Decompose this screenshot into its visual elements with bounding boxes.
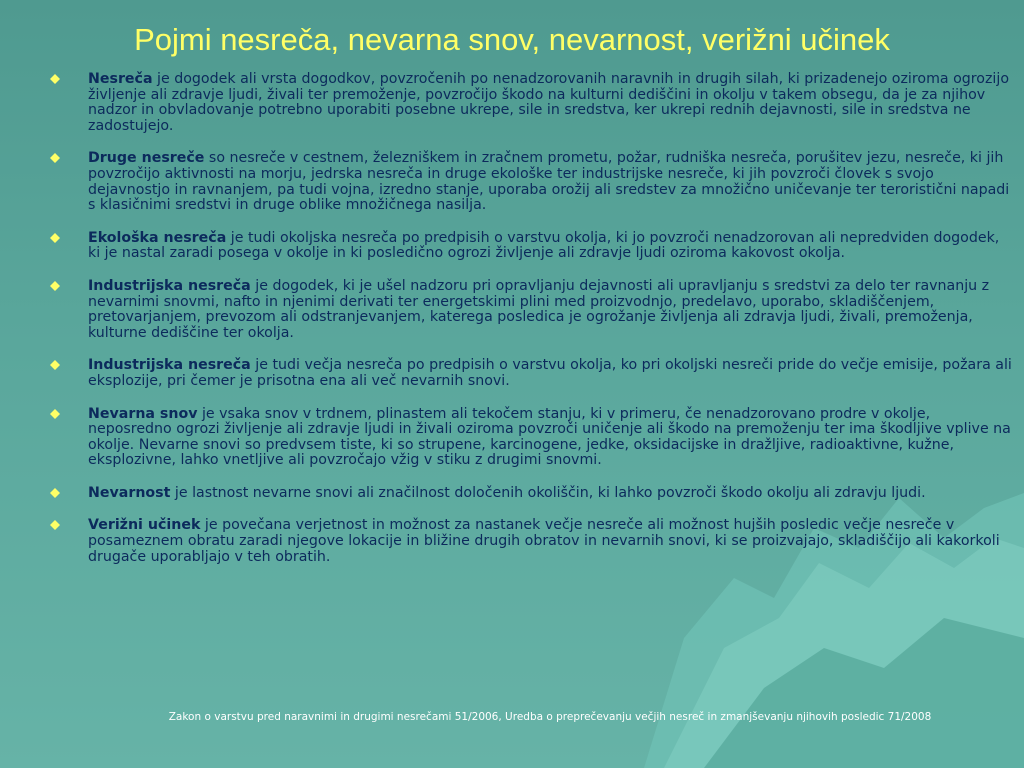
list-item (50, 407, 1012, 469)
list-item (50, 151, 1012, 213)
bullet-text: je tudi okoljska nesreča po predpisih o varstvu okolja, ki jo povzroči nenadzorovan ali nepredviden dogodek, ki je nastal zaradi posega v okolje in ki posledično ogrozi življenje ali zdravje ljudi oziroma kakovost okolja. (88, 229, 1000, 262)
diamond-bullet-icon (50, 360, 60, 370)
bullet-text: so nesreče v cestnem, železniškem in zračnem prometu, požar, rudniška nesreča, porušitev jezu, nesreče, ki jih povzročijo aktivnosti na morju, jedrska nesreča in druge ekološke ter industrijske nesreče, ki jih povzroči človek s svojo dejavnostjo in ravnanjem, pa tudi vojna, izredno stanje, uporaba orožij ali sredstev za množično uničevanje ter teroristični napadi s klasičnimi sredstvi in druge oblike množičnega nasilja. (88, 150, 1010, 214)
slide-title: Pojmi nesreča, nevarna snov, nevarnost, verižni učinek (134, 22, 890, 57)
diamond-bullet-icon (50, 233, 60, 243)
bullet-text: je lastnost nevarne snovi ali značilnost določenih okoliščin, ki lahko povzroči škodo okolju ali zdravju ljudi. (170, 484, 926, 501)
bullet-text: je dogodek, ki je ušel nadzoru pri opravljanju dejavnosti ali upravljanju s sredstvi za delo ter ravnanju z nevarnimi snovmi, nafto in njenimi derivati ter energetskimi plini med proizvodnjo, predelavo, uporabo, skladiščenjem, pretovarjanjem, prevozom ali odstranjevanjem, katerega posledica je ogrožanje življenja ali zdravja ljudi, živali, premoženja, kulturne dediščine ter okolja. (88, 277, 990, 341)
bullet-text: je povečana verjetnost in možnost za nastanek večje nesreče ali možnost hujših posledic večje nesreče v posameznem obratu zaradi njegove lokacije in bližine drugih obratov in nevarnih snovi, ki se proizvajajo, skladiščijo ali kakorkoli drugače uporabljajo v teh obratih. (88, 517, 1000, 565)
bullet-term: Industrijska nesreča (88, 357, 251, 374)
list-item (50, 72, 1012, 134)
bullet-text: je tudi večja nesreča po predpisih o varstvu okolja, ko pri okoljski nesreči pride do večje emisije, požara ali eksplozije, pri čemer je prisotna ena ali več nevarnih snovi. (88, 357, 1012, 389)
bullet-term: Nevarna snov (88, 405, 198, 422)
source-citation: Zakon o varstvu pred naravnimi in drugimi nesrečami 51/2006, Uredba o preprečevanju večjih nesreč in zmanjševanju njihovih posledic 71/2008 (168, 711, 932, 723)
bullet-term: Ekološka nesreča (88, 229, 227, 246)
bullet-term: Druge nesreče (88, 150, 205, 167)
diamond-bullet-icon (50, 74, 60, 84)
bullet-term: Industrijska nesreča (88, 277, 251, 294)
bullet-term: Nevarnost (88, 484, 171, 501)
bullet-list (50, 72, 1012, 582)
diamond-bullet-icon (50, 409, 60, 419)
list-item (50, 358, 1012, 389)
bullet-term: Verižni učinek (88, 517, 201, 534)
bullet-text: je dogodek ali vrsta dogodkov, povzročenih po nenadzorovanih naravnih in drugih silah, ki prizadenejo oziroma ogrozijo življenje ali zdravje ljudi, živali ter premoženje, povzročijo škodo na kulturni dediščini in okolju v takem obsegu, da je za njihov nadzor in obvladovanje potrebno uporabiti posebne ukrepe, sile in sredstva, ker ukrepi rednih dejavnosti, sile in sredstva ne zadostujejo. (88, 71, 1009, 134)
list-item (50, 279, 1012, 341)
list-item (50, 518, 1012, 565)
list-item (50, 486, 1012, 502)
diamond-bullet-icon (50, 488, 60, 498)
bullet-term: Nesreča (88, 71, 153, 87)
diamond-bullet-icon (50, 281, 60, 291)
diamond-bullet-icon (50, 153, 60, 163)
list-item (50, 231, 1012, 262)
diamond-bullet-icon (50, 520, 60, 530)
bullet-text: je vsaka snov v trdnem, plinastem ali tekočem stanju, ki v primeru, če nenadzorovano prodre v okolje, neposredno ogrozi življenje ali zdravje ljudi in živali oziroma povzroči uničenje ali škodo na premoženju ter ima škodljive vplive na okolje. Nevarne snovi so predvsem tiste, ki so strupene, karcinogene, jedke, oksidacijske in dražljive, radioaktivne, kužne, eksplozivne, lahko vnetljive ali povzročajo vžig v stiku z drugimi snovmi. (88, 405, 1011, 469)
